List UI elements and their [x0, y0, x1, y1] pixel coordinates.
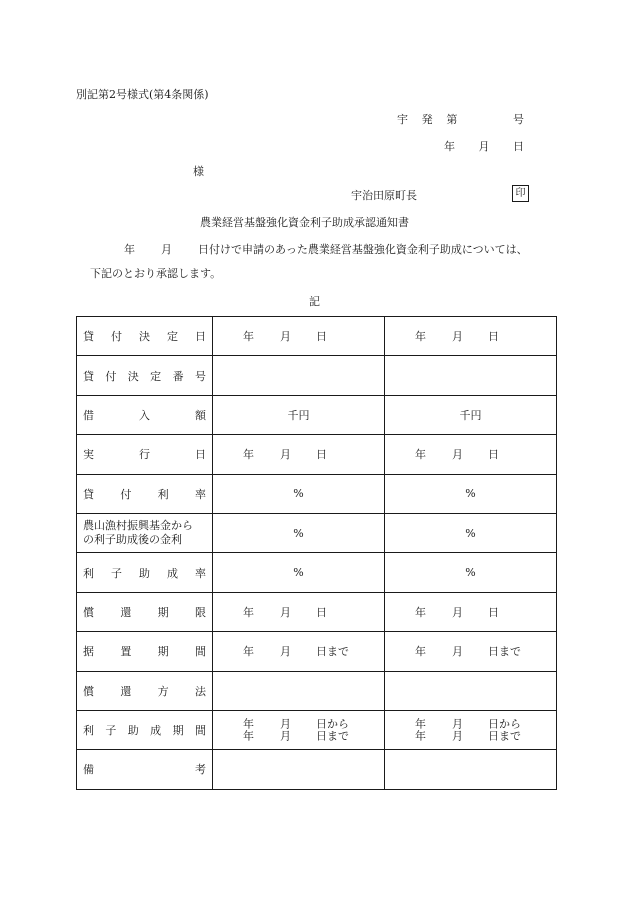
value-cell: 年 月 日から 年 月 日まで [213, 710, 385, 749]
issue-date [444, 138, 524, 154]
addressee-suffix: 様 [193, 165, 204, 178]
table-row [77, 474, 557, 513]
document-number [397, 111, 524, 127]
row-label: 利 子 助 成 期 間 [77, 710, 213, 749]
table-row [77, 750, 557, 789]
table-row [77, 710, 557, 749]
value-cell: % [385, 553, 557, 592]
table-row [77, 395, 557, 434]
issuer-name: 宇治田原町長 [351, 189, 417, 202]
value-cell: 年 月 日から 年 月 日まで [385, 710, 557, 749]
doc-no-char: 発 [421, 113, 433, 126]
row-label: 実 行 日 [77, 435, 213, 474]
body-year: 年 [124, 243, 135, 256]
seal-stamp: 印 [512, 185, 529, 202]
date-month: 月 [478, 140, 490, 153]
value-cell: 年 月 日まで [385, 632, 557, 671]
row-label: 利 子 助 成 率 [77, 553, 213, 592]
value-cell: 年 月 日 [213, 317, 385, 356]
form-reference: 別記第2号様式(第4条関係) [76, 88, 209, 101]
value-cell: 年 月 日 [385, 435, 557, 474]
value-cell: % [213, 553, 385, 592]
value-cell: % [213, 474, 385, 513]
row-label: 償 還 方 法 [77, 671, 213, 710]
doc-no-char: 第 [446, 113, 458, 126]
doc-no-char: 号 [512, 113, 524, 126]
value-cell: 年 月 日 [385, 317, 557, 356]
value-cell: % [385, 513, 557, 552]
value-cell: 年 月 日まで [213, 632, 385, 671]
row-label: 貸 付 利 率 [77, 474, 213, 513]
row-label: 備 考 [77, 750, 213, 789]
body-line-2: 下記のとおり承認します。 [90, 267, 222, 280]
body-text: 日付けで申請のあった農業経営基盤強化資金利子助成については、 [198, 243, 528, 256]
value-cell: % [385, 474, 557, 513]
document-title: 農業経営基盤強化資金利子助成承認通知書 [200, 216, 409, 229]
value-cell: 千円 [213, 395, 385, 434]
value-cell: 年 月 日 [213, 592, 385, 631]
body-line-1 [124, 241, 528, 257]
value-cell [385, 750, 557, 789]
row-label: 貸 付 決 定 番 号 [77, 356, 213, 395]
row-label: 貸 付 決 定 日 [77, 317, 213, 356]
table-row [77, 513, 557, 552]
date-year: 年 [444, 140, 455, 153]
value-cell [213, 671, 385, 710]
body-month: 月 [161, 243, 172, 256]
table-row [77, 553, 557, 592]
value-cell: % [213, 513, 385, 552]
doc-no-char: 宇 [397, 113, 408, 126]
value-cell [385, 356, 557, 395]
loan-details-table [76, 316, 557, 790]
value-cell: 千円 [385, 395, 557, 434]
date-day: 日 [513, 140, 524, 153]
value-cell [385, 671, 557, 710]
table-row [77, 356, 557, 395]
value-cell [213, 356, 385, 395]
table-row [77, 671, 557, 710]
table-row [77, 632, 557, 671]
table-row [77, 592, 557, 631]
row-label: 据 置 期 間 [77, 632, 213, 671]
table-row [77, 435, 557, 474]
row-label: 農山漁村振興基金から の利子助成後の金利 [77, 513, 213, 552]
row-label: 償 還 期 限 [77, 592, 213, 631]
table-row [77, 317, 557, 356]
value-cell: 年 月 日 [213, 435, 385, 474]
row-label: 借 入 額 [77, 395, 213, 434]
value-cell [213, 750, 385, 789]
ki-heading: 記 [309, 295, 320, 308]
value-cell: 年 月 日 [385, 592, 557, 631]
